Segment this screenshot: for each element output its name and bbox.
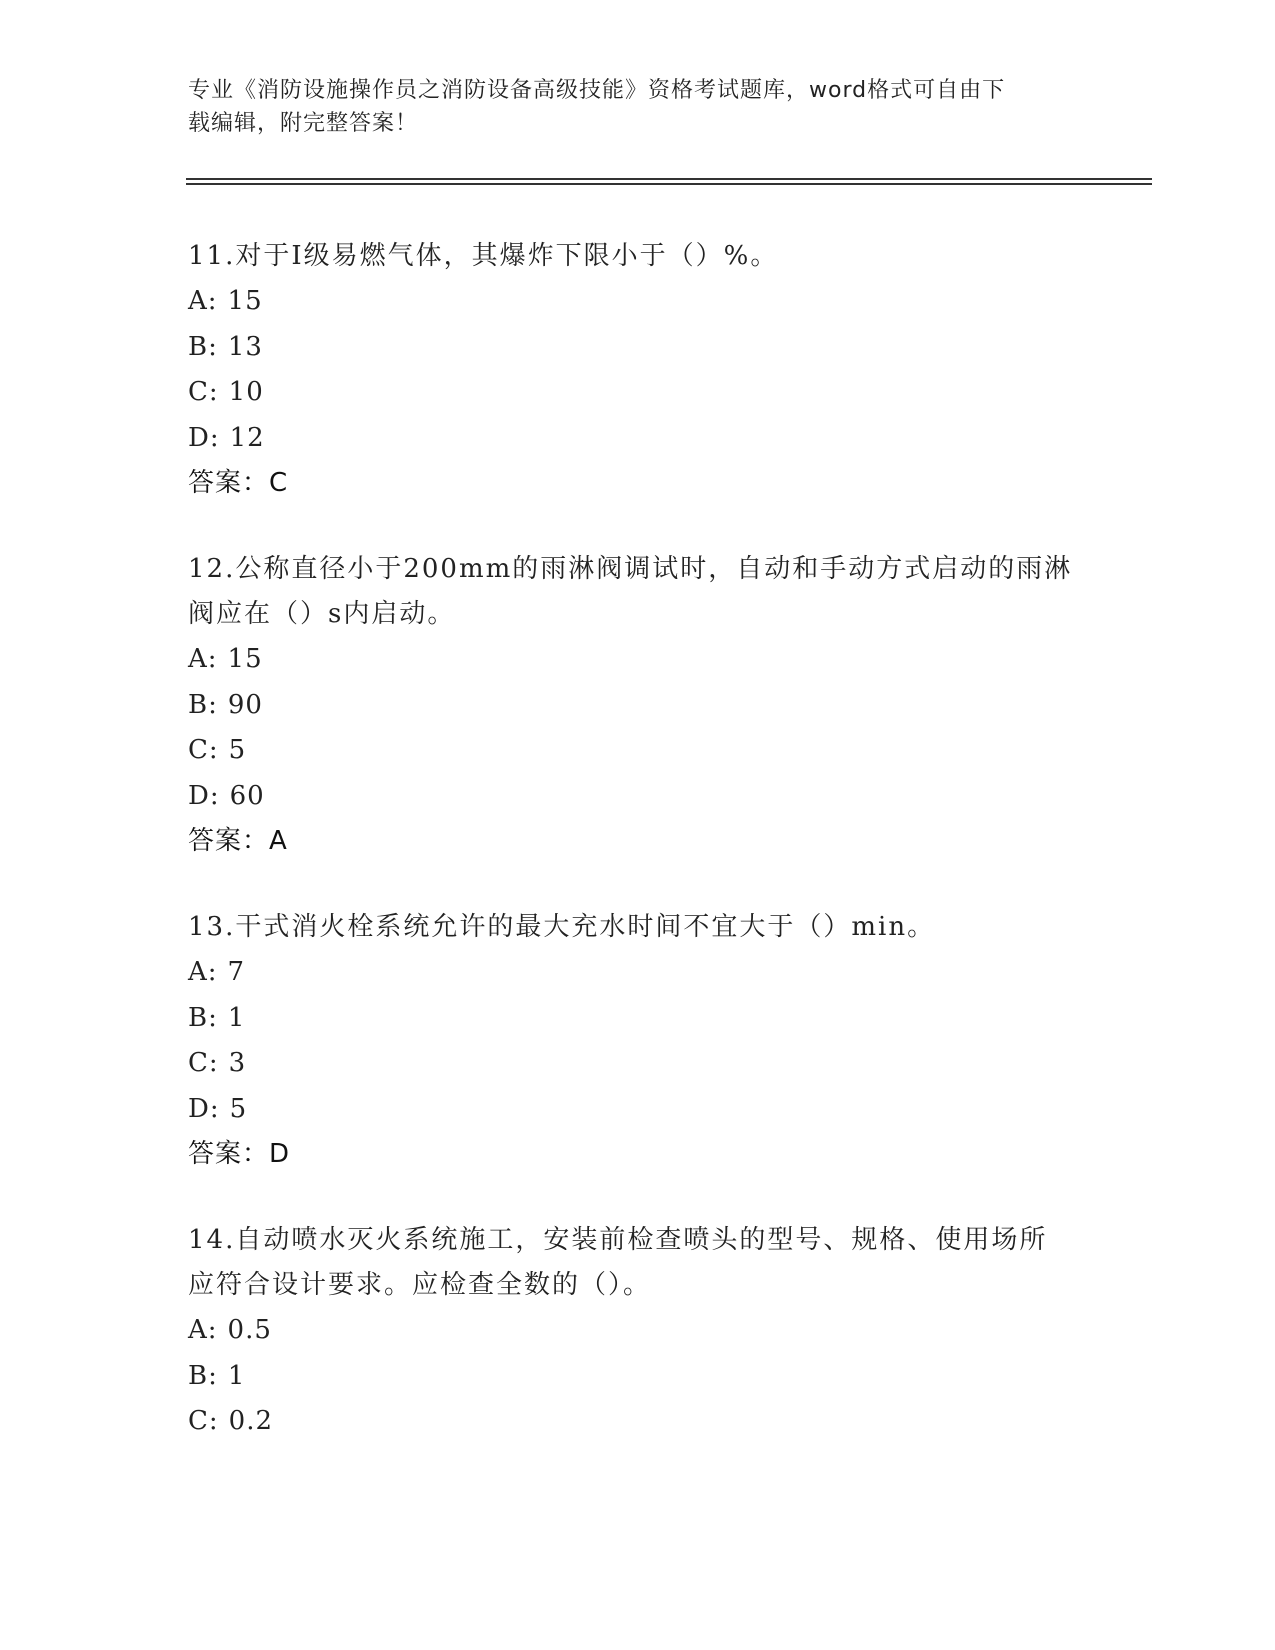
option-separator: : (209, 780, 220, 811)
option-text: 90 (227, 689, 263, 720)
answer-key: 答案：A (188, 826, 288, 856)
question-stem-line: 11.对于Ⅰ级易燃气体，其爆炸下限小于（）%。 (188, 241, 779, 271)
option-text: 3 (228, 1048, 247, 1078)
option-letter: B (188, 331, 209, 362)
option-text: 5 (228, 735, 247, 765)
option-letter: C (188, 1406, 209, 1436)
option-separator: : (208, 377, 219, 407)
option-letter: A (188, 286, 208, 316)
answer-option (188, 950, 1088, 996)
answer-option (188, 1087, 1088, 1133)
answer-key: 答案：D (188, 1139, 291, 1169)
option-separator: : (207, 644, 218, 674)
answer-option (188, 370, 1088, 416)
question-block (188, 905, 1088, 1177)
option-separator: : (208, 689, 218, 720)
answer-option (188, 637, 1088, 683)
question-stem-line: 12.公称直径小于200mm的雨淋阀调试时，自动和手动方式启动的雨淋 (188, 554, 1073, 584)
option-letter: B (188, 1002, 209, 1033)
option-separator: : (208, 1048, 219, 1078)
option-separator: : (209, 422, 220, 453)
option-letter: A (188, 957, 208, 987)
answer-option (188, 1308, 1088, 1354)
answer-option (188, 279, 1088, 325)
answer-key: 答案：C (188, 468, 289, 498)
option-text: 10 (228, 377, 264, 407)
option-letter: A (188, 1315, 208, 1345)
question-block (188, 547, 1088, 864)
option-separator: : (208, 735, 219, 765)
option-text: 12 (229, 422, 265, 453)
option-letter: D (188, 780, 210, 811)
option-letter: C (188, 377, 209, 407)
option-text: 5 (229, 1093, 248, 1124)
option-separator: : (208, 331, 218, 362)
header-divider-bottom (186, 183, 1152, 185)
answer-option (188, 1354, 1088, 1400)
question-list (188, 234, 1088, 1486)
option-text: 7 (227, 957, 246, 987)
option-letter: C (188, 1048, 209, 1078)
option-text: 13 (227, 331, 263, 362)
option-separator: : (208, 1406, 219, 1436)
question-stem-line: 13.干式消火栓系统允许的最大充水时间不宜大于（）min。 (188, 912, 936, 942)
option-text: 1 (227, 1002, 246, 1033)
option-text: 1 (227, 1360, 246, 1391)
document-header (188, 74, 1088, 140)
question-block (188, 234, 1088, 506)
option-separator: : (209, 1093, 220, 1124)
header-line-1: 专业《消防设施操作员之消防设备高级技能》资格考试题库，word格式可自由下 (188, 78, 1006, 103)
option-letter: B (188, 689, 209, 720)
option-text: 15 (227, 286, 263, 316)
answer-option (188, 996, 1088, 1042)
question-stem-line: 14.自动喷水灭火系统施工，安装前检查喷头的型号、规格、使用场所 (188, 1225, 1048, 1255)
question-stem-line: 阀应在（）s内启动。 (188, 599, 456, 629)
question-block (188, 1218, 1088, 1445)
option-letter: D (188, 422, 210, 453)
option-letter: B (188, 1360, 209, 1391)
answer-option (188, 325, 1088, 371)
option-separator: : (207, 957, 218, 987)
answer-option (188, 683, 1088, 729)
answer-option (188, 416, 1088, 462)
answer-option (188, 728, 1088, 774)
answer-option (188, 1041, 1088, 1087)
header-divider-top (186, 178, 1152, 180)
option-separator: : (208, 1360, 218, 1391)
answer-option (188, 774, 1088, 820)
header-line-2: 载编辑，附完整答案！ (188, 111, 419, 136)
option-separator: : (208, 1002, 218, 1033)
option-letter: A (188, 644, 208, 674)
option-separator: : (207, 286, 218, 316)
option-text: 0.5 (227, 1315, 272, 1345)
question-stem-line: 应符合设计要求。应检查全数的（）。 (188, 1270, 652, 1300)
option-letter: C (188, 735, 209, 765)
answer-option (188, 1399, 1088, 1445)
option-separator: : (207, 1315, 218, 1345)
option-text: 0.2 (228, 1406, 274, 1436)
option-letter: D (188, 1093, 210, 1124)
option-text: 60 (229, 780, 265, 811)
option-text: 15 (227, 644, 263, 674)
